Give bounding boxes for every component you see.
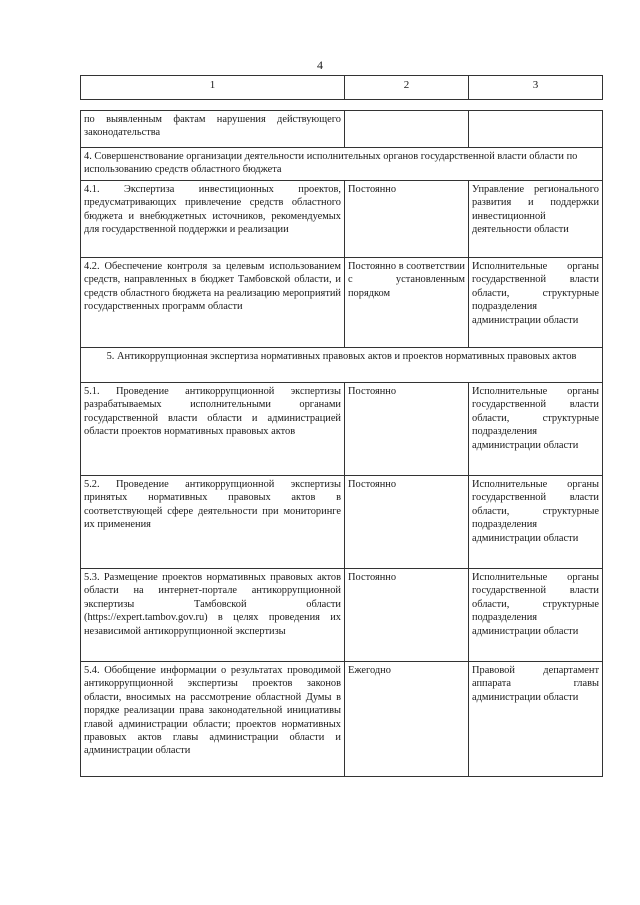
measure-deadline: Постоянно в соответствии с установленным порядком [345,258,469,348]
measure-executor: Исполнительные органы государственной власти области, структурные подразделения администрации области [469,258,603,348]
measure-executor: Управление регионального развития и поддержки инвестиционной деятельности области [469,181,603,258]
column-header-table [80,75,603,100]
column-number-1: 1 [81,76,345,100]
table-row [81,662,603,777]
table-row [81,383,603,476]
measure-text: 5.3. Размещение проектов нормативных правовых актов области на интернет-портале антикоррупционной экспертизы Тамбовской области (https://expert.tambov.gov.ru) в целях проведения их независимой антикоррупционной экспертизы [81,569,345,662]
measure-deadline: Постоянно [345,569,469,662]
measure-deadline: Постоянно [345,181,469,258]
measure-executor: Правовой департамент аппарата главы администрации области [469,662,603,777]
section-title: 4. Совершенствование организации деятельности исполнительных органов государственной власти области по использованию средств областного бюджета [81,148,603,181]
measure-executor: Исполнительные органы государственной власти области, структурные подразделения администрации области [469,476,603,569]
column-number-row [81,76,603,100]
column-number-3: 3 [469,76,603,100]
measure-deadline [345,111,469,148]
measures-table [80,110,603,777]
table-row [81,111,603,148]
measure-executor [469,111,603,148]
measure-text: по выявленным фактам нарушения действующего законодательства [81,111,345,148]
section-title: 5. Антикоррупционная экспертиза нормативных правовых актов и проектов нормативных правовых актов [81,348,603,383]
measure-deadline: Постоянно [345,476,469,569]
page-number: 4 [317,58,323,72]
section-heading-row [81,148,603,181]
table-row [81,181,603,258]
table-row [81,258,603,348]
measure-deadline: Постоянно [345,383,469,476]
measure-executor: Исполнительные органы государственной власти области, структурные подразделения администрации области [469,383,603,476]
table-row [81,569,603,662]
measure-deadline: Ежегодно [345,662,469,777]
table-row [81,476,603,569]
measure-text: 5.2. Проведение антикоррупционной экспертизы принятых нормативных правовых актов в соответствующей сфере деятельности при мониторинге их применения [81,476,345,569]
measure-text: 5.1. Проведение антикоррупционной экспертизы разрабатываемых исполнительными органами государственной власти области и администрацией области проектов нормативных правовых актов [81,383,345,476]
measure-text: 5.4. Обобщение информации о результатах проводимой антикоррупционной экспертизы проектов законов области, вносимых на рассмотрение областной Думы в порядке реализации права законодательной инициативы главой администрации области; проектов нормативных правовых актов главы администрации области и администрации области [81,662,345,777]
column-number-2: 2 [345,76,469,100]
measure-text: 4.1. Экспертиза инвестиционных проектов, предусматривающих привлечение средств областного бюджета и внебюджетных источников, рекомендуемых для государственной поддержки и реализации [81,181,345,258]
measure-executor: Исполнительные органы государственной власти области, структурные подразделения администрации области [469,569,603,662]
section-heading-row [81,348,603,383]
measure-text: 4.2. Обеспечение контроля за целевым использованием средств, направленных в бюджет Тамбовской области, и средств областного бюджета на реализацию мероприятий государственных программ области [81,258,345,348]
